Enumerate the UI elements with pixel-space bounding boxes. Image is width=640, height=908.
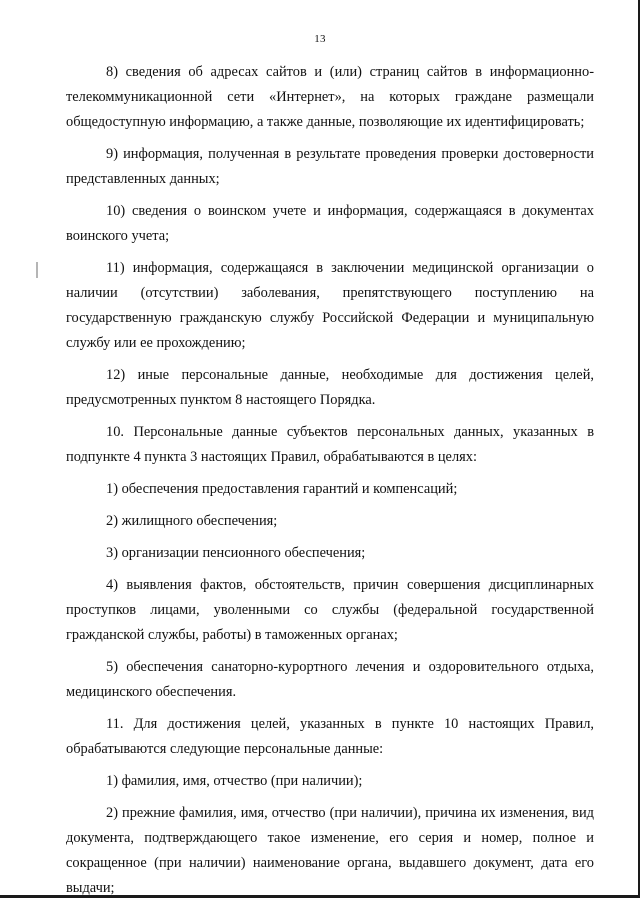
paragraph-data-2: 2) прежние фамилия, имя, отчество (при наличии), причина их изменения, вид документа, подтверждающего такое изменение, его серия и номер, полное и сокращенное (при наличии) наименование органа, выдавшего документ, дата его выдачи;	[66, 805, 594, 896]
document-body	[66, 60, 594, 908]
paragraph-data-1: 1) фамилия, имя, отчество (при наличии);	[106, 773, 363, 789]
paragraph-purpose-3: 3) организации пенсионного обеспечения;	[106, 545, 366, 561]
paragraph-clause-10: 10. Персональные данные субъектов персональных данных, указанных в подпункте 4 пункта 3 настоящих Правил, обрабатываются в целях:	[66, 424, 594, 465]
paragraph-item-11: 11) информация, содержащаяся в заключении медицинской организации о наличии (отсутствии) заболевания, препятствующего поступлению на государственную гражданскую службу Российской Федерации и муниципальную службу или ее прохождению;	[66, 260, 594, 351]
paragraph-item-8: 8) сведения об адресах сайтов и (или) страниц сайтов в информационно-телекоммуникационной сети «Интернет», на которых граждане размещали общедоступную информацию, а также данные, позволяющие их идентифицировать;	[66, 64, 594, 130]
paragraph-purpose-1: 1) обеспечения предоставления гарантий и компенсаций;	[106, 481, 458, 497]
page-number: 13	[314, 33, 326, 45]
paragraph-item-9: 9) информация, полученная в результате проведения проверки достоверности представленных данных;	[66, 146, 594, 187]
paragraph-purpose-5: 5) обеспечения санаторно-курортного лечения и оздоровительного отдыха, медицинского обеспечения.	[66, 659, 594, 700]
paragraph-item-10: 10) сведения о воинском учете и информация, содержащаяся в документах воинского учета;	[66, 203, 594, 244]
paragraph-item-12: 12) иные персональные данные, необходимые для достижения целей, предусмотренных пунктом 8 настоящего Порядка.	[66, 367, 594, 408]
paragraph-clause-11: 11. Для достижения целей, указанных в пункте 10 настоящих Правил, обрабатываются следующие персональные данные:	[66, 716, 594, 757]
scan-mark	[36, 262, 38, 278]
paragraph-purpose-2: 2) жилищного обеспечения;	[106, 513, 278, 529]
paragraph-purpose-4: 4) выявления фактов, обстоятельств, причин совершения дисциплинарных проступков лицами, уволенными со службы (федеральной государственной гражданской службы, работы) в таможенных органах;	[66, 577, 594, 643]
